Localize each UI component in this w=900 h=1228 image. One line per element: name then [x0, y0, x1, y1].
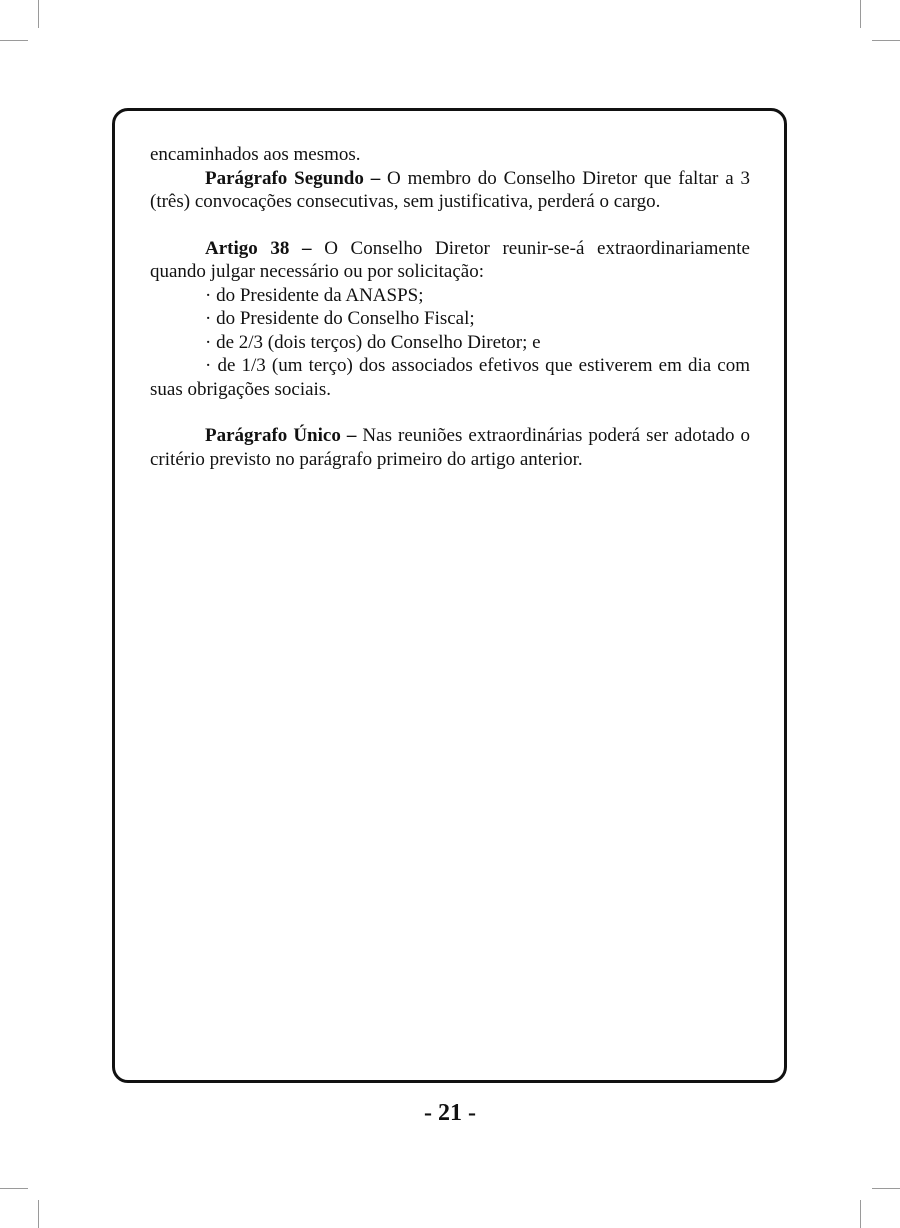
crop-mark [860, 0, 861, 28]
crop-mark [38, 0, 39, 28]
list-item: · de 1/3 (um terço) dos associados efetivos que estiverem em dia com suas obrigações sociais. [150, 355, 750, 400]
crop-mark [872, 1188, 900, 1189]
list-item: · do Presidente da ANASPS; [205, 284, 424, 306]
paragraph-unico [150, 424, 750, 471]
artigo-38 [150, 237, 750, 284]
crop-mark [872, 40, 900, 41]
artigo-38-label: Artigo 38 – [205, 237, 312, 259]
continuation-line: encaminhados aos mesmos. [150, 144, 361, 165]
paragraph-unico-text: Nas reuniões extraordinárias poderá ser adotado o critério previsto no parágrafo primeiro do artigo anterior. [150, 425, 750, 470]
crop-mark [38, 1200, 39, 1228]
paragraph-segundo-text: O membro do Conselho Diretor que faltar a 3 (três) convocações consecutivas, sem justificativa, perderá o cargo. [150, 167, 750, 212]
paragraph-segundo-label: Parágrafo Segundo – [205, 167, 381, 189]
crop-mark [0, 1188, 28, 1189]
crop-mark [860, 1200, 861, 1228]
paragraph-unico-label: Parágrafo Único – [205, 425, 357, 446]
artigo-38-text: O Conselho Diretor reunir-se-á extraordinariamente quando julgar necessário ou por solicitação: [150, 237, 750, 282]
page-number: - 21 - [424, 1100, 476, 1126]
paragraph-segundo [150, 167, 750, 214]
list-item: · de 2/3 (dois terços) do Conselho Diretor; e [205, 331, 541, 353]
list-item: · do Presidente do Conselho Fiscal; [205, 308, 475, 329]
crop-mark [0, 40, 28, 41]
document-body [150, 143, 750, 471]
